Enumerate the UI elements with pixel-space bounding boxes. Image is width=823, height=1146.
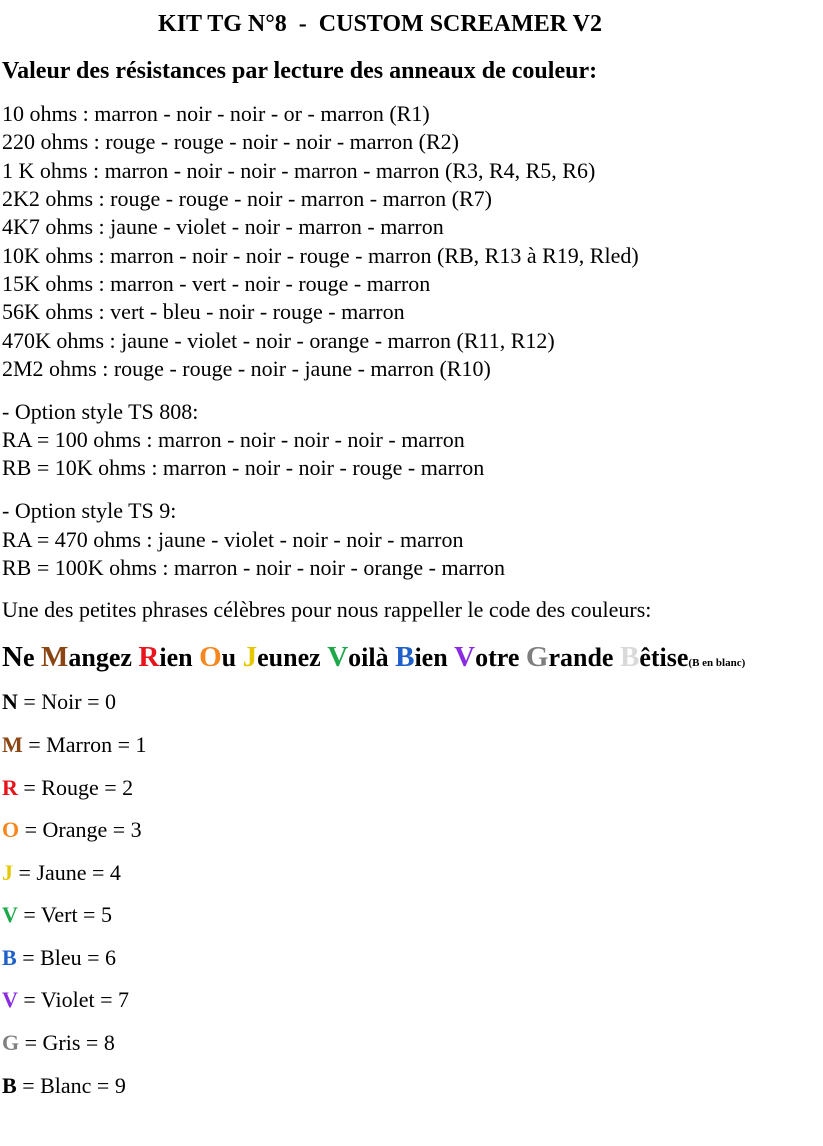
mnemonic-word [526, 643, 614, 672]
legend-letter: B [2, 945, 17, 970]
legend-text: = Vert = 5 [17, 902, 112, 927]
mnemonic-rest: ien [159, 643, 193, 672]
mnemonic-word [620, 643, 745, 672]
mnemonic-word [454, 643, 519, 672]
legend-item [2, 1072, 126, 1100]
mnemonic-note: (B en blanc) [688, 657, 746, 669]
legend-text: = Gris = 8 [19, 1030, 115, 1055]
legend-text: = Marron = 1 [22, 732, 147, 757]
legend-text: = Blanc = 9 [16, 1073, 126, 1098]
resistor-line: 1 K ohms : marron - noir - noir - marron - marron (R3, R4, R5, R6) [2, 158, 596, 183]
mnemonic-initial: J [242, 641, 258, 673]
resistor-line: 10 ohms : marron - noir - noir - or - marron (R1) [2, 101, 430, 126]
resistor-line: 2M2 ohms : rouge - rouge - noir - jaune - marron (R10) [2, 356, 491, 381]
legend-letter: J [2, 860, 13, 885]
resistor-line: 470K ohms : jaune - violet - noir - orange - marron (R11, R12) [2, 328, 555, 353]
legend-item [2, 731, 147, 759]
option-ts9-line: RB = 100K ohms : marron - noir - noir - orange - marron [2, 555, 506, 580]
mnemonic-word [41, 643, 132, 672]
mnemonic-word [138, 643, 192, 672]
mnemonic-rest: angez [68, 643, 132, 672]
option-ts808-heading: - Option style TS 808: [2, 399, 199, 424]
legend-item [2, 944, 116, 972]
mnemonic-initial: N [2, 641, 23, 673]
resistor-line: 220 ohms : rouge - rouge - noir - noir - marron (R2) [2, 129, 460, 154]
legend-letter: N [2, 689, 18, 714]
page-title: KIT TG N°8 - CUSTOM SCREAMER V2 [158, 11, 602, 37]
legend-item [2, 859, 121, 887]
resistor-line: 2K2 ohms : rouge - rouge - noir - marron - marron (R7) [2, 186, 492, 211]
mnemonic-word [243, 643, 321, 672]
legend-letter: V [2, 987, 18, 1012]
resistor-line: 10K ohms : marron - noir - noir - rouge - marron (RB, R13 à R19, Rled) [2, 243, 639, 268]
legend-text: = Jaune = 4 [13, 860, 121, 885]
mnemonic-initial: B [619, 641, 640, 673]
mnemonic-initial: M [41, 641, 69, 673]
legend-letter: O [2, 817, 20, 842]
mnemonic-rest: e [22, 643, 35, 672]
legend-item [2, 1029, 115, 1057]
legend-item [2, 986, 129, 1014]
legend-letter: M [2, 732, 23, 757]
mnemonic-initial: B [395, 641, 415, 673]
mnemonic-intro: Une des petites phrases célèbres pour nous rappeller le code des couleurs: [2, 597, 652, 622]
mnemonic-initial: O [199, 641, 222, 673]
legend-text: = Violet = 7 [17, 987, 129, 1012]
mnemonic-rest: ien [414, 643, 448, 672]
mnemonic-word [395, 643, 448, 672]
mnemonic-rest: oilà [348, 643, 389, 672]
color-mnemonic [2, 640, 745, 680]
resistor-line: 4K7 ohms : jaune - violet - noir - marron - marron [2, 214, 444, 239]
legend-item [2, 901, 112, 929]
mnemonic-word [327, 643, 388, 672]
legend-text: = Rouge = 2 [17, 775, 134, 800]
legend-item [2, 774, 133, 802]
legend-item [2, 816, 142, 844]
legend-letter: G [2, 1030, 20, 1055]
option-ts9-line: RA = 470 ohms : jaune - violet - noir - noir - marron [2, 527, 464, 552]
mnemonic-initial: V [454, 641, 476, 673]
mnemonic-rest: êtise [639, 643, 689, 672]
legend-text: = Orange = 3 [19, 817, 142, 842]
legend-letter: R [2, 775, 18, 800]
mnemonic-rest: otre [475, 643, 520, 672]
mnemonic-initial: V [327, 641, 349, 673]
mnemonic-word [2, 643, 35, 672]
option-ts808-line: RB = 10K ohms : marron - noir - noir - rouge - marron [2, 455, 485, 480]
option-ts9-heading: - Option style TS 9: [2, 498, 177, 523]
legend-text: = Noir = 0 [17, 689, 117, 714]
section-heading: Valeur des résistances par lecture des anneaux de couleur: [2, 58, 598, 84]
legend-item [2, 688, 116, 716]
resistor-line: 56K ohms : vert - bleu - noir - rouge - marron [2, 299, 405, 324]
mnemonic-initial: G [525, 641, 549, 673]
legend-text: = Bleu = 6 [16, 945, 117, 970]
option-ts808-line: RA = 100 ohms : marron - noir - noir - noir - marron [2, 427, 465, 452]
mnemonic-rest: u [221, 643, 237, 672]
legend-letter: B [2, 1073, 17, 1098]
mnemonic-rest: eunez [257, 643, 321, 672]
resistor-line: 15K ohms : marron - vert - noir - rouge - marron [2, 271, 431, 296]
legend-letter: V [2, 902, 18, 927]
mnemonic-rest: rande [548, 643, 614, 672]
mnemonic-initial: R [138, 641, 160, 673]
mnemonic-word [199, 643, 236, 672]
